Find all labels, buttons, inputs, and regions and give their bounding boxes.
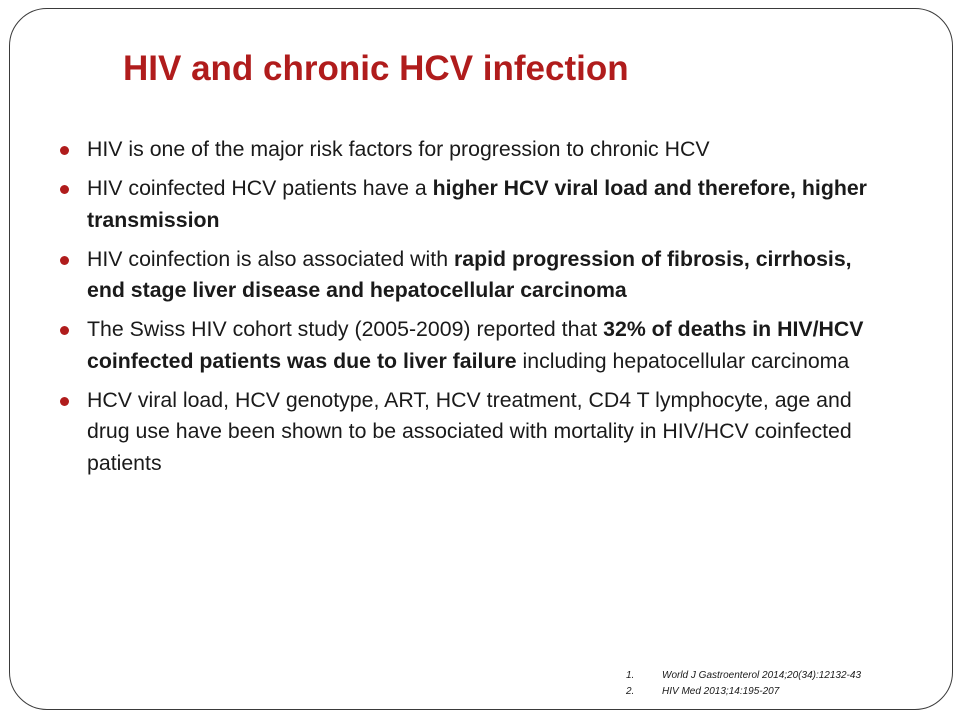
bullet-bold-segment: rapid progression of fibrosis, cirrhosis, end stage liver disease and hepatocellular carcinoma bbox=[87, 246, 852, 302]
reference-text: HIV Med 2013;14:195-207 bbox=[662, 686, 780, 697]
bullet-item bbox=[60, 244, 895, 307]
bullet-item bbox=[60, 314, 895, 377]
reference-number: 1. bbox=[626, 670, 635, 681]
bullet-segment: HIV coinfected HCV patients have a bbox=[87, 176, 433, 200]
bullet-segment: The Swiss HIV cohort study (2005-2009) reported that bbox=[87, 317, 604, 341]
bullet-segment: HIV coinfection is also associated with bbox=[87, 246, 454, 271]
reference-item bbox=[626, 668, 861, 684]
bullet-dot-icon bbox=[60, 326, 69, 335]
reference-item bbox=[626, 684, 861, 700]
bullet-segment: including hepatocellular carcinoma bbox=[516, 348, 850, 373]
bullet-item bbox=[60, 173, 895, 236]
reference-text: World J Gastroenterol 2014;20(34):12132-43 bbox=[662, 670, 862, 681]
bullet-text bbox=[87, 176, 867, 232]
bullet-segment: HCV viral load, HCV genotype, ART, HCV treatment, CD4 T lymphocyte, age and drug use have been shown to be associated with mortality in HIV/HCV coinfected patients bbox=[87, 387, 852, 475]
slide-title: HIV and chronic HCV infection bbox=[123, 49, 629, 88]
bullet-dot-icon bbox=[60, 146, 69, 155]
bullet-text bbox=[87, 317, 863, 373]
bullet-item bbox=[60, 134, 895, 166]
reference-list bbox=[626, 668, 861, 700]
bullet-dot-icon bbox=[60, 256, 69, 265]
bullet-list bbox=[60, 134, 895, 487]
bullet-dot-icon bbox=[60, 397, 69, 406]
bullet-bold-segment: 32% of deaths in HIV/HCV coinfected patients was due to liver failure bbox=[87, 317, 864, 373]
bullet-text bbox=[87, 247, 852, 303]
bullet-text bbox=[87, 388, 852, 475]
bullet-segment: HIV is one of the major risk factors for progression to chronic HCV bbox=[87, 137, 710, 161]
bullet-item bbox=[60, 385, 895, 480]
reference-number: 2. bbox=[626, 686, 635, 697]
bullet-bold-segment: higher HCV viral load and therefore, higher transmission bbox=[87, 176, 867, 232]
bullet-text bbox=[87, 137, 710, 161]
bullet-dot-icon bbox=[60, 185, 69, 194]
